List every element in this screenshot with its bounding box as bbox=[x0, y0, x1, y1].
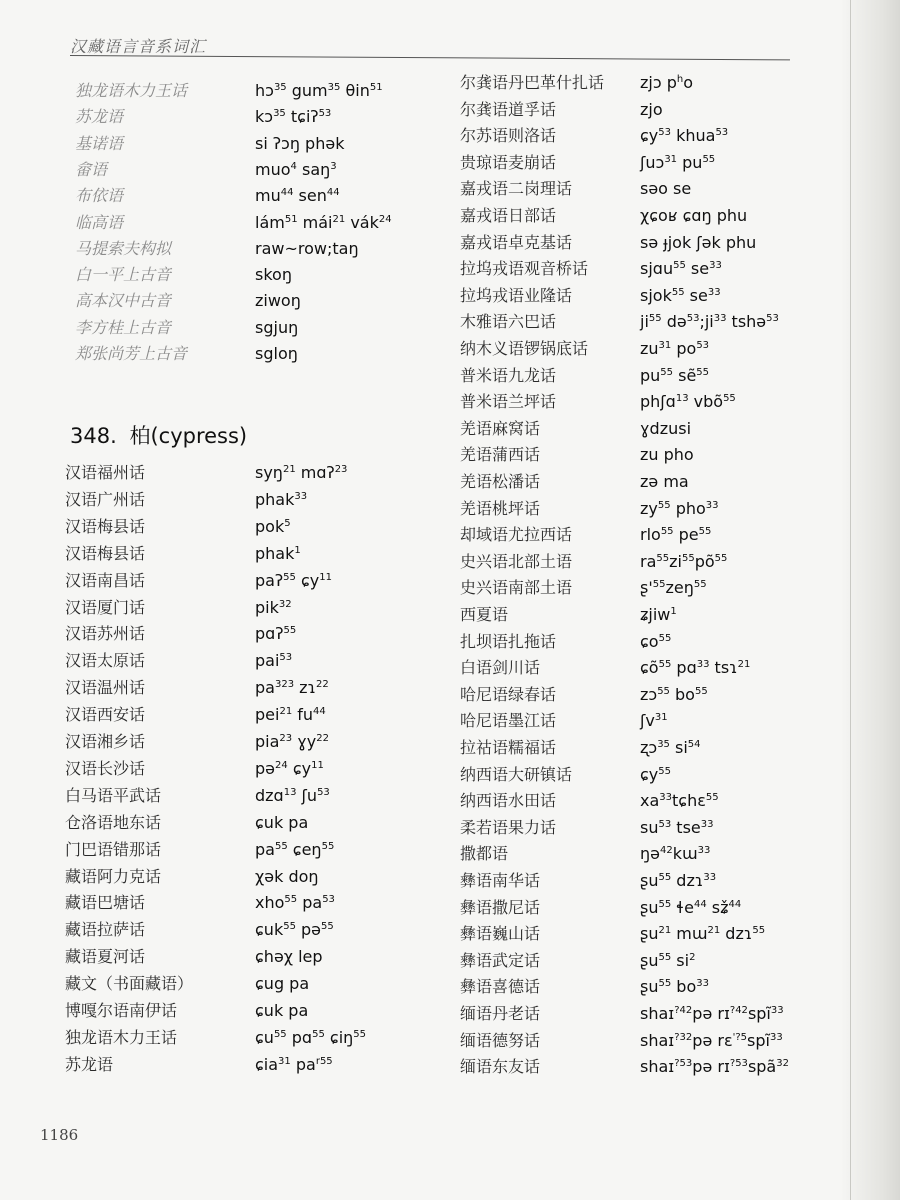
entry-row bbox=[460, 708, 668, 734]
phonetic-form: shaɪ$^{?32}$pə rɛ$^{'?5}$spĩ$^{33}$ bbox=[640, 1030, 783, 1050]
entry-row bbox=[75, 288, 301, 314]
phonetic-form: zu pho bbox=[640, 445, 694, 465]
phonetic-form: ɕo$^{55}$ bbox=[640, 631, 672, 651]
language-name: 缅语丹老话 bbox=[460, 1004, 541, 1023]
language-name: 藏文（书面藏语） bbox=[65, 974, 194, 994]
phonetic-form: skoŋ bbox=[255, 265, 292, 285]
language-name: 贵琼语麦崩话 bbox=[460, 152, 557, 172]
phonetic-form: rlo$^{55}$ $pe^{55}$ bbox=[640, 525, 712, 545]
entry-row bbox=[65, 729, 329, 755]
entry-row bbox=[460, 363, 709, 389]
entry-row bbox=[65, 944, 323, 970]
section-number: 348. bbox=[70, 424, 117, 448]
entry-row bbox=[65, 837, 334, 863]
language-name: 汉语西安话 bbox=[65, 705, 146, 725]
phonetic-form: xho$^{55}$ $pa^{53}$ bbox=[255, 893, 335, 913]
entry-row bbox=[460, 549, 727, 575]
phonetic-form: $su^{53}$ tse$^{33}$ bbox=[640, 817, 714, 837]
language-name: 尔苏语则洛话 bbox=[460, 126, 557, 146]
header-rule bbox=[70, 55, 790, 60]
language-name: 李方桂上古音 bbox=[75, 317, 172, 337]
phonetic-form: ziwoŋ bbox=[255, 291, 301, 311]
language-name: 独龙语木力王话 bbox=[65, 1027, 178, 1047]
phonetic-form: ɣdzusi bbox=[640, 418, 692, 438]
phonetic-form: raw~row;taŋ bbox=[255, 238, 359, 258]
page-gutter-shadow bbox=[840, 0, 900, 1200]
phonetic-form: səo se bbox=[640, 179, 692, 199]
entry-row bbox=[460, 416, 691, 442]
entry-row bbox=[460, 602, 677, 628]
entry-row bbox=[65, 702, 326, 728]
language-name: 纳西语大研镇话 bbox=[460, 764, 573, 784]
phonetic-form: ɕhəχ lep bbox=[255, 947, 323, 967]
language-name: 羌语松潘话 bbox=[460, 472, 541, 491]
phonetic-form: ʐɔ$^{35}$ $si^{54}$ bbox=[640, 738, 701, 757]
entry-row bbox=[460, 442, 694, 468]
phonetic-form: ɕõ$^{55}$ pɑ$^{33}$ tsɿ$^{21}$ bbox=[640, 658, 751, 678]
language-name: 彝语南华话 bbox=[460, 871, 541, 890]
entry-row bbox=[65, 810, 308, 836]
entry-row bbox=[75, 78, 383, 104]
entry-row bbox=[460, 309, 779, 335]
language-name: 汉语温州话 bbox=[65, 678, 146, 698]
entry-row bbox=[65, 675, 329, 701]
language-name: 藏语拉萨话 bbox=[65, 920, 146, 940]
entry-row bbox=[65, 648, 292, 674]
phonetic-form: zjɔ $p^ho$ bbox=[640, 73, 694, 92]
phonetic-form: pei$^{21}$ $fu^{44}$ bbox=[255, 705, 326, 725]
phonetic-form: $zy^{55}$ pho$^{33}$ bbox=[640, 498, 719, 518]
language-name: 尔龚语丹巴革什扎话 bbox=[460, 73, 605, 92]
entry-row bbox=[65, 595, 292, 621]
page-edge-line bbox=[850, 0, 851, 1200]
phonetic-form: zə ma bbox=[640, 472, 689, 491]
language-name: 拉坞戎语观音桥话 bbox=[460, 259, 589, 279]
entry-row bbox=[65, 890, 335, 916]
language-name: 郑张尚芳上古音 bbox=[75, 344, 188, 363]
language-name: 藏语阿力克话 bbox=[65, 866, 162, 886]
entry-row bbox=[460, 150, 715, 176]
phonetic-form: pai$^{53}$ bbox=[255, 651, 293, 671]
entry-row bbox=[460, 230, 756, 256]
phonetic-form: $pa^{323}$ zɿ$^{22}$ bbox=[255, 678, 329, 698]
phonetic-form: pə$^{24}$ ɕy$^{11}$ bbox=[255, 758, 324, 778]
entry-row bbox=[65, 514, 291, 540]
phonetic-form: $ji^{55}$ $də^{53};ji^{33}$ tshə$^{53}$ bbox=[640, 312, 779, 332]
language-name: 彝语喜德话 bbox=[460, 977, 541, 997]
running-header: 汉藏语言音系词汇 bbox=[70, 37, 207, 56]
language-name: 羌语桃坪话 bbox=[460, 498, 541, 518]
entry-row bbox=[65, 621, 296, 647]
entry-row bbox=[75, 157, 337, 183]
phonetic-form: sgjuŋ bbox=[255, 317, 299, 337]
language-name: 汉语梅县话 bbox=[65, 516, 146, 536]
entry-row bbox=[65, 460, 347, 486]
language-name: 汉语梅县话 bbox=[65, 543, 146, 563]
phonetic-form: $zu^{31}$ $po^{53}$ bbox=[640, 339, 710, 358]
entry-row bbox=[65, 1025, 366, 1051]
language-name: 汉语福州话 bbox=[65, 463, 146, 482]
language-name: 独龙语木力王话 bbox=[75, 81, 188, 100]
entry-row bbox=[460, 974, 709, 1000]
phonetic-form: $pa^{55}$ ɕeŋ$^{55}$ bbox=[255, 839, 335, 859]
entry-row bbox=[75, 131, 344, 157]
phonetic-form: ɕuk$^{55}$ pə$^{55}$ bbox=[255, 920, 334, 940]
entry-row bbox=[460, 655, 750, 681]
entry-row bbox=[460, 1001, 784, 1027]
phonetic-form: ʂu$^{55}$ $bo^{33}$ bbox=[640, 977, 709, 997]
entry-row bbox=[65, 568, 332, 594]
language-name: 缅语东友话 bbox=[460, 1057, 541, 1077]
language-name: 嘉戎语日部话 bbox=[460, 206, 557, 225]
phonetic-form: χɕoʁ ɕɑŋ phu bbox=[640, 206, 748, 225]
entry-row bbox=[460, 469, 689, 495]
language-name: 汉语太原话 bbox=[65, 651, 146, 671]
phonetic-form: ʃv$^{31}$ bbox=[640, 711, 668, 731]
phonetic-form: pok$^5$ bbox=[255, 516, 291, 536]
phonetic-form: zjo bbox=[640, 99, 663, 119]
language-name: 白一平上古音 bbox=[75, 265, 172, 285]
entry-row bbox=[460, 336, 709, 362]
language-name: 拉坞戎语业隆话 bbox=[460, 285, 573, 305]
phonetic-form: sjɑu$^{55}$ $se^{33}$ bbox=[640, 259, 722, 279]
language-name: 白马语平武话 bbox=[65, 785, 162, 805]
phonetic-form: $mu^{44}$ sen$^{44}$ bbox=[255, 186, 340, 206]
entry-row bbox=[75, 210, 392, 236]
entry-row bbox=[460, 1028, 783, 1054]
language-name: 嘉戎语二岗理话 bbox=[460, 179, 573, 199]
language-name: 哈尼语绿春话 bbox=[460, 684, 557, 704]
language-name: 藏语巴塘话 bbox=[65, 893, 146, 913]
language-name: 博嘎尔语南伊话 bbox=[65, 1001, 178, 1020]
phonetic-form: si ʔɔŋ phək bbox=[255, 133, 345, 153]
phonetic-form: lám$^{51}$ mái$^{21}$ vák$^{24}$ bbox=[255, 212, 392, 232]
phonetic-form: ʑjiw$^1$ bbox=[640, 605, 677, 624]
language-name: 普米语九龙话 bbox=[460, 365, 557, 385]
phonetic-form: shaɪ$^{?42}$pə rɪ$^{?42}$spĩ$^{33}$ bbox=[640, 1004, 784, 1023]
language-name: 基诺语 bbox=[75, 133, 124, 153]
language-name: 布依语 bbox=[75, 186, 124, 206]
language-name: 羌语蒲西话 bbox=[460, 445, 541, 465]
language-name: 苏龙语 bbox=[75, 107, 124, 127]
entry-row bbox=[65, 917, 334, 943]
language-name: 却域语尤拉西话 bbox=[460, 525, 573, 545]
language-name: 拉祜语糯福话 bbox=[460, 738, 557, 757]
entry-row bbox=[75, 262, 292, 288]
language-name: 马提索夫构拟 bbox=[75, 238, 172, 258]
entry-row bbox=[460, 522, 711, 548]
entry-row bbox=[460, 762, 671, 788]
language-name: 撒都语 bbox=[460, 844, 509, 864]
phonetic-form: paʔ$^{55}$ ɕy$^{11}$ bbox=[255, 570, 332, 590]
language-name: 汉语南昌话 bbox=[65, 570, 146, 590]
phonetic-form: ɕy$^{53}$ khua$^{53}$ bbox=[640, 126, 729, 146]
phonetic-form: zɔ$^{55}$ $bo^{55}$ bbox=[640, 684, 708, 704]
entry-row bbox=[65, 756, 324, 782]
phonetic-form: hɔ$^{35}$ gum$^{35}$ θin$^{51}$ bbox=[255, 81, 383, 100]
phonetic-form: dzɑ$^{13}$ ʃu$^{53}$ bbox=[255, 785, 330, 805]
language-name: 苏龙语 bbox=[65, 1054, 114, 1074]
phonetic-form: $ra^{55}zi^{55}põ^{55}$ bbox=[640, 551, 728, 571]
phonetic-form: ʃuɔ$^{31}$ $pu^{55}$ bbox=[640, 152, 716, 172]
phonetic-form: $ʂ'^{55}zeŋ^{55}$ bbox=[640, 578, 707, 598]
phonetic-form: pik$^{32}$ bbox=[255, 597, 292, 617]
language-name: 柔若语果力话 bbox=[460, 817, 557, 837]
phonetic-form: syŋ$^{21}$ mɑʔ$^{23}$ bbox=[255, 463, 348, 482]
entry-row bbox=[460, 868, 716, 894]
language-name: 汉语湘乡话 bbox=[65, 732, 146, 751]
section-heading: 柏(cypress) bbox=[129, 424, 248, 448]
phonetic-form: phʃɑ$^{13}$ vbõ$^{55}$ bbox=[640, 392, 736, 412]
phonetic-form: ɕia$^{31}$ $pa^{r55}$ bbox=[255, 1054, 333, 1074]
section-title bbox=[70, 420, 247, 450]
language-name: 临高语 bbox=[75, 212, 124, 232]
language-name: 白语剑川话 bbox=[460, 658, 541, 678]
language-name: 汉语苏州话 bbox=[65, 624, 146, 644]
phonetic-form: ʂu$^{55}$ ɬe$^{44}$ sʑ̌$^{44}$ bbox=[640, 897, 742, 917]
entry-row bbox=[460, 841, 710, 867]
entry-row bbox=[460, 735, 701, 761]
language-name: 畲语 bbox=[75, 159, 108, 179]
phonetic-form: pia$^{23}$ ɣy$^{22}$ bbox=[255, 732, 329, 751]
language-name: 缅语德努话 bbox=[460, 1030, 541, 1050]
phonetic-form: $xa^{33}tɕhɛ^{55}$ bbox=[640, 791, 719, 811]
entry-row bbox=[65, 541, 301, 567]
entry-row bbox=[460, 389, 736, 415]
entry-row bbox=[460, 176, 691, 202]
entry-row bbox=[460, 815, 714, 841]
language-name: 汉语长沙话 bbox=[65, 758, 146, 778]
phonetic-form: shaɪ$^{?53}$pə rɪ$^{?53}$spã$^{32}$ bbox=[640, 1057, 789, 1077]
phonetic-form: phak$^{33}$ bbox=[255, 489, 308, 509]
language-name: 汉语厦门话 bbox=[65, 597, 146, 617]
language-name: 纳西语水田话 bbox=[460, 791, 557, 811]
phonetic-form: sgloŋ bbox=[255, 344, 298, 363]
entry-row bbox=[65, 864, 319, 890]
language-name: 史兴语北部土语 bbox=[460, 551, 573, 571]
language-name: 羌语麻窝话 bbox=[460, 418, 541, 438]
entry-row bbox=[75, 104, 331, 130]
entry-row bbox=[65, 971, 309, 997]
language-name: 尔龚语道孚话 bbox=[460, 99, 557, 119]
phonetic-form: ʂu$^{55}$ $si^2$ bbox=[640, 950, 696, 970]
entry-row bbox=[460, 1054, 789, 1080]
language-name: 普米语兰坪话 bbox=[460, 392, 557, 412]
page-number: 1186 bbox=[40, 1126, 79, 1144]
language-name: 木雅语六巴话 bbox=[460, 312, 557, 332]
language-name: 彝语巍山话 bbox=[460, 924, 541, 944]
language-name: 仓洛语地东话 bbox=[65, 812, 162, 832]
entry-row bbox=[65, 487, 307, 513]
entry-row bbox=[460, 682, 708, 708]
entry-row bbox=[460, 97, 663, 123]
entry-row bbox=[75, 183, 340, 209]
entry-row bbox=[65, 998, 308, 1024]
entry-row bbox=[75, 315, 298, 341]
phonetic-form: ɕug pa bbox=[255, 974, 310, 994]
language-name: 彝语武定话 bbox=[460, 950, 541, 970]
phonetic-form: pɑʔ$^{55}$ bbox=[255, 624, 297, 644]
language-name: 嘉戎语卓克基话 bbox=[460, 232, 573, 252]
phonetic-form: sə ɟjok ʃək phu bbox=[640, 232, 757, 252]
language-name: 汉语广州话 bbox=[65, 489, 146, 509]
entry-row bbox=[460, 948, 695, 974]
phonetic-form: ɕy$^{55}$ bbox=[640, 764, 671, 784]
phonetic-form: ɕuk pa bbox=[255, 1001, 309, 1020]
entry-row bbox=[460, 788, 719, 814]
entry-row bbox=[460, 895, 741, 921]
language-name: 史兴语南部土语 bbox=[460, 578, 573, 598]
language-name: 门巴语错那话 bbox=[65, 839, 162, 859]
entry-row bbox=[460, 496, 719, 522]
phonetic-form: muo$^4$ saŋ$^3$ bbox=[255, 159, 337, 179]
phonetic-form: ʂu$^{21}$ mɯ$^{21}$ dzɿ$^{55}$ bbox=[640, 924, 766, 944]
entry-row bbox=[460, 575, 707, 601]
phonetic-form: ɕu$^{55}$ pɑ$^{55}$ ɕiŋ$^{55}$ bbox=[255, 1027, 367, 1047]
entry-row bbox=[65, 1052, 333, 1078]
language-name: 高本汉中古音 bbox=[75, 291, 172, 311]
entry-row bbox=[460, 629, 671, 655]
entry-row bbox=[460, 921, 765, 947]
entry-row bbox=[460, 123, 728, 149]
language-name: 彝语撒尼话 bbox=[460, 897, 541, 917]
phonetic-form: ʂu$^{55}$ dzɿ$^{33}$ bbox=[640, 871, 717, 890]
phonetic-form: $pu^{55}$ sẽ$^{55}$ bbox=[640, 365, 710, 385]
entry-row bbox=[460, 283, 721, 309]
phonetic-form: sjok$^{55}$ $se^{33}$ bbox=[640, 285, 721, 305]
entry-row bbox=[460, 256, 722, 282]
phonetic-form: phak$^1$ bbox=[255, 543, 301, 563]
language-name: 西夏语 bbox=[460, 605, 509, 624]
language-name: 纳木义语锣锅底话 bbox=[460, 339, 589, 358]
phonetic-form: ŋə$^{42}$kɯ$^{33}$ bbox=[640, 844, 711, 864]
entry-row bbox=[65, 783, 330, 809]
phonetic-form: ɕuk pa bbox=[255, 812, 309, 832]
language-name: 哈尼语墨江话 bbox=[460, 711, 557, 731]
phonetic-form: kɔ$^{35}$ tɕiʔ$^{53}$ bbox=[255, 107, 332, 127]
entry-row bbox=[75, 341, 298, 367]
entry-row bbox=[75, 236, 359, 262]
language-name: 藏语夏河话 bbox=[65, 947, 146, 967]
language-name: 扎坝语扎拖话 bbox=[460, 631, 557, 651]
entry-row bbox=[460, 70, 693, 96]
phonetic-form: χək doŋ bbox=[255, 866, 319, 886]
entry-row bbox=[460, 203, 747, 229]
